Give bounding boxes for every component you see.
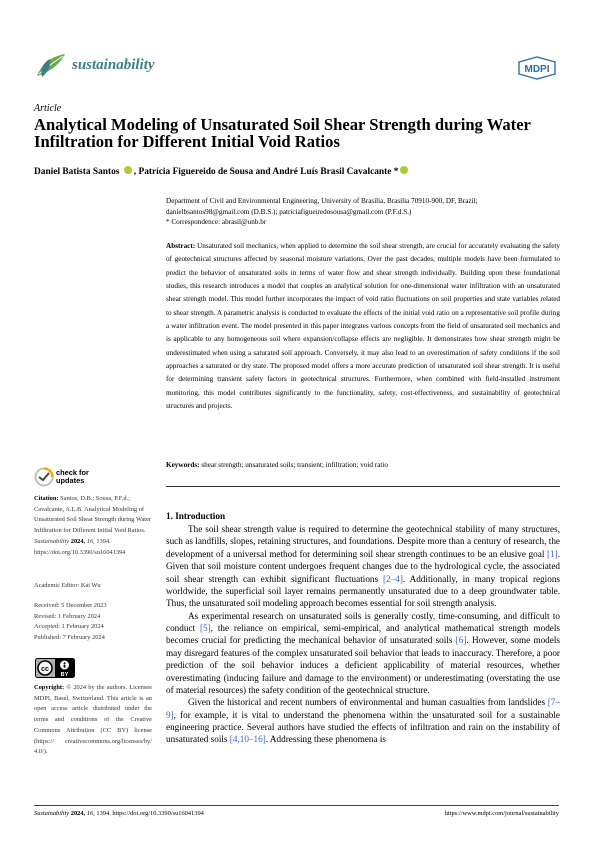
paragraph	[166, 523, 560, 610]
keywords-label: Keywords:	[166, 461, 200, 469]
footer-volume: 16,	[86, 810, 95, 817]
affiliation	[166, 196, 560, 228]
text-run: . Given that soil moisture content undergoes frequent changes due to the hydrological cycle, the associated soil shear strength can exhibit significant fluctuations	[166, 548, 560, 584]
orcid-icon[interactable]	[124, 166, 132, 174]
section-title: 1. Introduction	[166, 511, 226, 521]
abstract-text: Unsaturated soil mechanics, when applied to determine the soil shear strength, are crucial for accurately evaluating the safety of geotechnical structures affected by seasonal moisture variations. Over the past decades, multiple models have been formulated to predict the behavior of unsaturated soils in terms of water flow and shear strength individually. Building upon these foundational studies, this research introduces a model that couples an analytical solution for one-dimensional water infiltration with an unsaturated shear strength model. This model further incorporates the impact of void ratio fluctuations on soil properties and state variables related to shear strength. A parametric analysis is conducted to evaluate the effects of the initial void ratio on a representative soil profile during a water infiltration event. The model presented in this paper integrates various concepts from the field of unsaturated soil mechanics and is applicable to any homogeneous soil where expansion/collapse effects are negligible. It demonstrates how shear strength might be underestimated when using a saturated soil approach. Conversely, it may also lead to an overestimation of safety conditions if the soil approaches a saturated or dry state. The proposed model offers a more accurate prediction of unsaturated soil shear strength. It is useful for determining transient safety factors in geotechnical structures. Furthermore, when combined with field-installed instrument monitoring, this model contributes significantly to the functionality, safety, cost-effectiveness, and sustainability of geotechnical structures and projects.	[166, 242, 561, 411]
published-date: Published: 7 February 2024	[34, 634, 105, 642]
footer-doi[interactable]: 1394. https://doi.org/10.3390/su16041394	[96, 810, 204, 817]
paragraph	[166, 610, 560, 697]
text-run: Given the historical and recent numbers of environmental and human casualties from landslides	[188, 697, 548, 708]
paragraph	[166, 696, 560, 746]
citation-doi[interactable]: 1394. https://doi.org/10.3390/su16041394	[34, 537, 126, 556]
citation-link[interactable]: [2–4]	[382, 573, 403, 584]
svg-text:BY: BY	[60, 672, 69, 678]
affiliation-line: Department of Civil and Environmental Engineering, University of Brasília, Brasília 70910-900, DF, Brazil;	[166, 197, 478, 205]
text-run: . However, some models may disregard features of the complex unsaturated soil behavior that leads to inaccuracy. Therefore, a poor prediction of the soil behavior induces a deficient applicability of material resources, whether overestimating (inducing failure and damage to the environment) or underestimating (overstating the use of material resources) the safety condition of the geotechnical structure.	[166, 635, 560, 695]
keywords-divider	[166, 486, 560, 487]
citation-journal: Sustainability	[34, 537, 70, 545]
abstract	[166, 240, 560, 413]
copyright-label: Copyright:	[34, 684, 65, 691]
author-separator: ,	[133, 167, 137, 177]
correspondence[interactable]: * Correspondence: abrasil@unb.br	[166, 218, 267, 227]
keywords-text: shear strength; unsaturated soils; transient; infiltration; void ratio	[201, 461, 388, 469]
keywords	[166, 461, 560, 469]
article-type: Article	[34, 103, 62, 114]
text-run: , the reliance on empirical, semi-empirical, and analytical mathematical strength models becomes crucial for predicting the mechanical behavior of unsaturated soils	[166, 623, 561, 646]
text-run: The soil shear strength value is required to determine the geotechnical stability of many structures, such as landfills, slopes, retaining structures, and foundations. Despite more than a century of research, the development of a universal method for determining soil shear strength continues to be an elusive goal	[166, 524, 560, 559]
citation-year: 2024,	[70, 537, 86, 545]
citation-link[interactable]: [6]	[455, 635, 467, 646]
body-text	[166, 523, 560, 746]
check-line-1: check for	[56, 468, 89, 477]
text-run: As experimental research on unsaturated soils is generally costly, time-consuming, and difficult to conduct	[166, 610, 560, 633]
dates-block	[34, 601, 152, 644]
article-title: Analytical Modeling of Unsaturated Soil Shear Strength during Water Infiltration for Different Initial Void Ratios	[34, 115, 531, 151]
academic-editor: Academic Editor: Kai Wu	[34, 582, 101, 589]
journal-logo-icon	[34, 50, 68, 85]
check-updates-icon	[34, 467, 54, 487]
author-1[interactable]: Daniel Batista Santos	[34, 167, 120, 177]
accepted-date: Accepted: 1 February 2024	[34, 623, 104, 631]
text-run: . Addressing these phenomena is	[265, 734, 386, 745]
footer-year: 2024,	[70, 810, 86, 817]
footer-divider	[34, 805, 559, 806]
text-run: . Additionally, in many tropical regions worldwide, the superficial soil layer remains permanently unsaturated due to a deep groundwater table. Thus, the unsaturated soil modeling approach becomes essential for soil strength analysis.	[166, 573, 560, 609]
citation-text: Santos, D.B.; Sousa, P.F.d.; Cavalcante, A.L.B. Analytical Modeling of Unsaturated Soil Shear Strength during Water Infiltration for Different Initial Void Ratios.	[34, 495, 152, 535]
citation-block	[34, 494, 152, 558]
affiliation-emails[interactable]: danielbsantos98@gmail.com (D.B.S.); patriciafigueiredosousa@gmail.com (P.F.d.S.)	[166, 207, 412, 216]
citation-link[interactable]: [7–9]	[166, 697, 560, 720]
citation-link[interactable]: [5]	[199, 623, 211, 633]
author-list	[34, 166, 410, 177]
revised-date: Revised: 1 February 2024	[34, 612, 101, 620]
citation-volume: 16,	[86, 537, 95, 545]
copyright-text: © 2024 by the authors. Licensee MDPI, Basel, Switzerland. This article is an open access article distributed under the terms and conditions of the Creative Commons Attribution (CC BY) license (https:// creativecommons.org/licenses/by/ 4.0/).	[34, 684, 152, 756]
mdpi-logo	[515, 56, 559, 85]
page-footer	[34, 810, 559, 817]
received-date: Received: 5 December 2023	[34, 602, 107, 609]
abstract-label: Abstract:	[166, 242, 196, 250]
author-2-3[interactable]: Patrícia Figuereido de Sousa and André Luís Brasil Cavalcante	[138, 167, 392, 177]
check-line-2: updates	[56, 476, 85, 485]
text-run: , for example, it is vital to understand the phenomena within the unsaturated soil for a sustainable engineering practice. Several authors have studied the effects of infiltration and rain on the instability of unsaturated soils	[166, 709, 560, 745]
footer-citation	[34, 810, 204, 817]
citation-link[interactable]: [4,10–16]	[229, 734, 266, 745]
citation-link[interactable]: [1]	[546, 548, 558, 559]
footer-journal: Sustainability	[34, 810, 70, 817]
corresponding-star: *	[393, 167, 399, 177]
footer-journal-url[interactable]: https://www.mdpi.com/journal/sustainability	[444, 810, 559, 817]
citation-label: Citation:	[34, 495, 59, 502]
svg-text:cc: cc	[41, 666, 49, 673]
copyright-block	[34, 683, 152, 758]
svg-text:MDPI: MDPI	[524, 64, 550, 75]
orcid-icon[interactable]	[400, 166, 408, 174]
cc-by-license-icon[interactable]	[35, 658, 75, 683]
journal-name: sustainability	[72, 57, 155, 73]
